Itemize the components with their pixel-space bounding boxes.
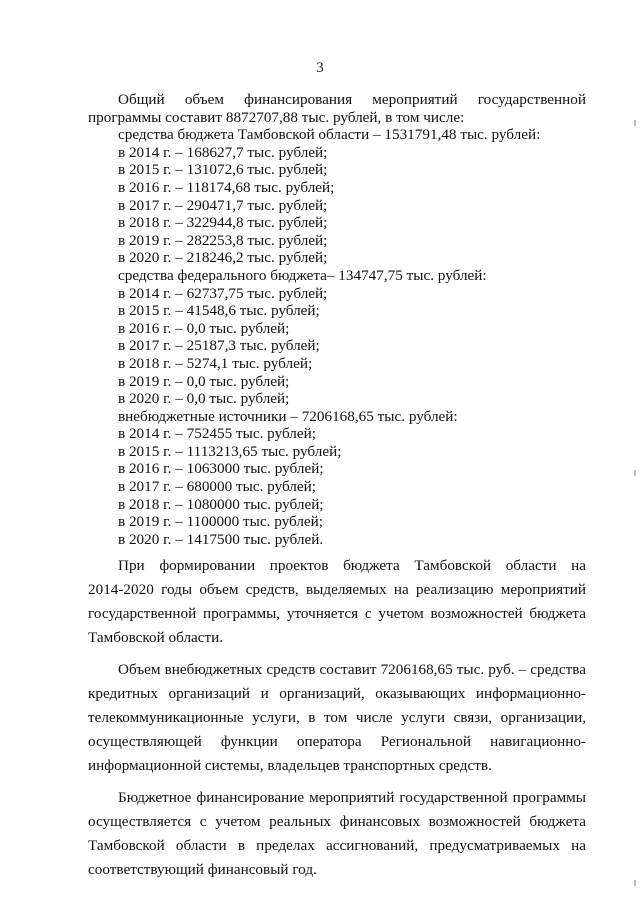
- federal-budget-list: [118, 285, 586, 408]
- list-item: в 2018 г. – 322944,8 тыс. рублей;: [118, 214, 328, 232]
- extrabudget-list: [118, 425, 586, 548]
- intro-line-1: Общий объем финансирования мероприятий государственной: [118, 91, 586, 108]
- paragraph-line: При формировании проектов бюджета Тамбовской области на: [118, 557, 586, 575]
- paragraph-line: осуществляется с учетом реальных финансовых возможностей бюджета: [88, 813, 586, 831]
- list-item: в 2014 г. – 168627,7 тыс. рублей;: [118, 143, 328, 161]
- page-number: 3: [316, 60, 324, 76]
- list-item: в 2019 г. – 0,0 тыс. рублей;: [118, 372, 290, 390]
- scan-edge-mark: [634, 470, 636, 476]
- list-item: в 2019 г. – 282253,8 тыс. рублей;: [118, 231, 328, 249]
- intro-line-2: программы составит 8872707,88 тыс. рублей, в том числе:: [88, 108, 465, 126]
- federal-budget-header: средства федерального бюджета– 134747,75 тыс. рублей:: [118, 266, 487, 284]
- paragraph-line: телекоммуникационные услуги, в том числе услуги связи, организации,: [88, 709, 586, 727]
- regional-budget-header: средства бюджета Тамбовской области – 1531791,48 тыс. рублей:: [118, 126, 541, 144]
- paragraph-extrabudget-sources: [88, 658, 586, 778]
- list-item: в 2018 г. – 5274,1 тыс. рублей;: [118, 354, 313, 372]
- list-item: в 2017 г. – 680000 тыс. рублей;: [118, 478, 316, 496]
- scan-edge-mark: [634, 880, 636, 886]
- extrabudget-header: внебюджетные источники – 7206168,65 тыс. рублей:: [118, 407, 458, 425]
- list-item: в 2020 г. – 1417500 тыс. рублей.: [118, 530, 324, 548]
- paragraph-budget-financing: [88, 786, 586, 882]
- list-item: в 2017 г. – 290471,7 тыс. рублей;: [118, 196, 328, 214]
- list-item: в 2016 г. – 0,0 тыс. рублей;: [118, 319, 290, 337]
- list-item: в 2017 г. – 25187,3 тыс. рублей;: [118, 337, 320, 355]
- list-item: в 2018 г. – 1080000 тыс. рублей;: [118, 495, 324, 513]
- list-item: в 2015 г. – 1113213,65 тыс. рублей;: [118, 442, 342, 460]
- scan-edge-mark: [634, 120, 636, 126]
- paragraph-line: государственной программы, уточняется с учетом возможностей бюджета: [88, 605, 586, 623]
- list-item: в 2016 г. – 118174,68 тыс. рублей;: [118, 178, 335, 196]
- paragraph-line: Бюджетное финансирование мероприятий государственной программы: [118, 789, 586, 807]
- document-body: [88, 91, 586, 882]
- paragraph-line: Тамбовской области.: [88, 629, 224, 647]
- list-item: в 2020 г. – 218246,2 тыс. рублей;: [118, 249, 328, 267]
- list-item: в 2020 г. – 0,0 тыс. рублей;: [118, 390, 290, 408]
- paragraph-budget-formation: [88, 554, 586, 650]
- list-item: в 2015 г. – 41548,6 тыс. рублей;: [118, 302, 320, 320]
- paragraph-line: осуществляющей функции оператора Региональной навигационно-: [88, 733, 586, 751]
- list-item: в 2016 г. – 1063000 тыс. рублей;: [118, 460, 324, 478]
- paragraph-line: Тамбовской области в пределах ассигнований, предусматриваемых на: [88, 837, 586, 855]
- paragraph-line: кредитных организаций и организаций, оказывающих информационно-: [88, 685, 586, 703]
- paragraph-line: информационной системы, владельцев транспортных средств.: [88, 757, 492, 775]
- list-item: в 2019 г. – 1100000 тыс. рублей;: [118, 513, 324, 531]
- list-item: в 2014 г. – 752455 тыс. рублей;: [118, 425, 316, 443]
- paragraph-line: 2014-2020 годы объем средств, выделяемых на реализацию мероприятий: [88, 581, 586, 599]
- regional-budget-list: [118, 144, 586, 267]
- list-item: в 2015 г. – 131072,6 тыс. рублей;: [118, 161, 328, 179]
- list-item: в 2014 г. – 62737,75 тыс. рублей;: [118, 284, 328, 302]
- paragraph-line: соответствующий финансовый год.: [88, 861, 317, 879]
- paragraph-line: Объем внебюджетных средств составит 7206168,65 тыс. руб. – средства: [118, 661, 586, 679]
